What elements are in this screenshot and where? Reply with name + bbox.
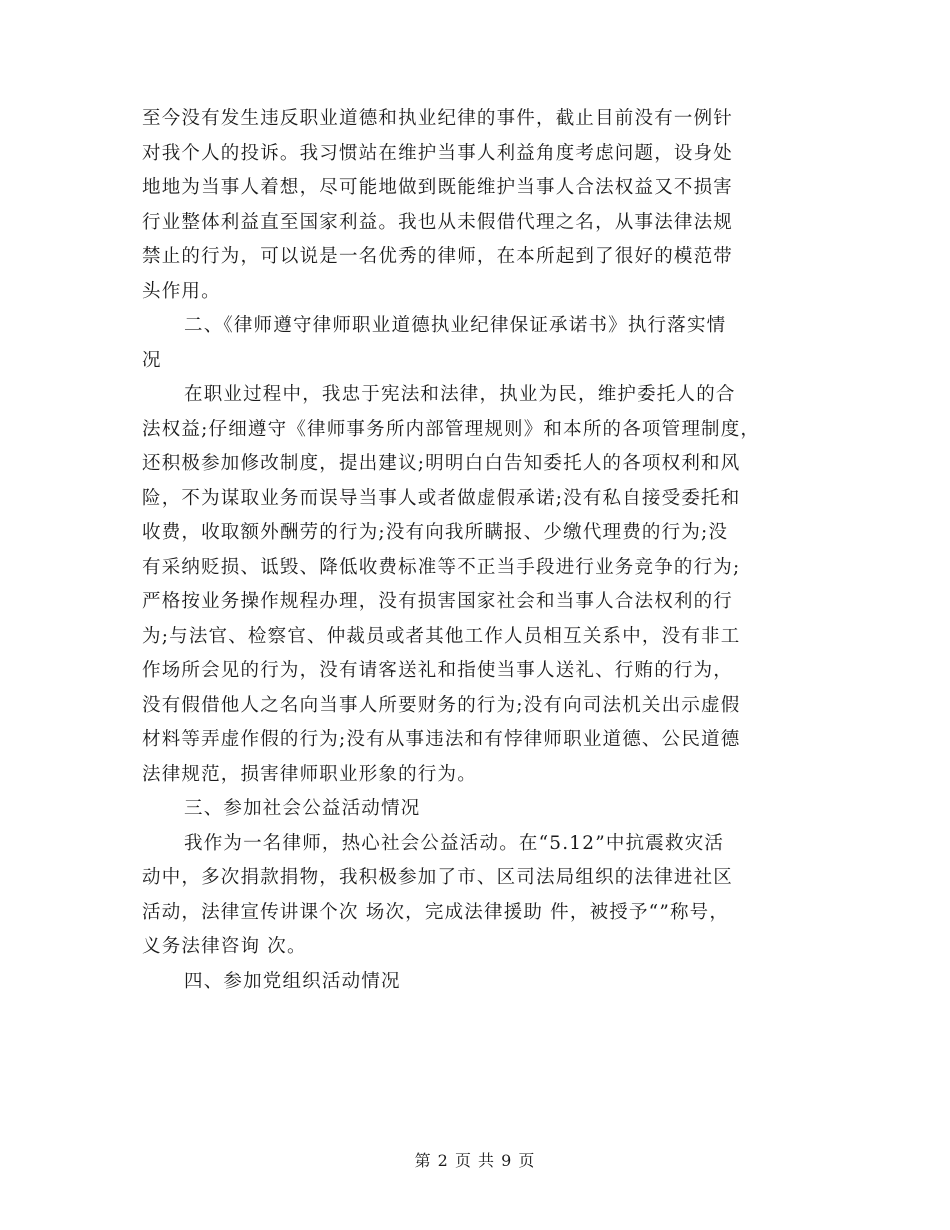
text-line: 行业整体利益直至国家利益。我也从未假借代理之名，从事法律法规 [142,211,734,233]
section-heading: 二、《律师遵守律师职业道德执业纪律保证承诺书》执行落实情 [184,315,727,336]
text-line: 法律规范，损害律师职业形象的行为。 [142,763,477,785]
text-line: 禁止的行为，可以说是一名优秀的律师，在本所起到了很好的模范带 [142,246,734,267]
text-line: 还积极参加修改制度，提出建议;明明白白告知委托人的各项权利和风 [142,453,741,474]
text-line: 地地为当事人着想，尽可能地做到既能维护当事人合法权益又不损害 [142,177,734,198]
text-line: 动中，多次捐款捐物，我积极参加了市、区司法局组织的法律进社区 [142,867,734,888]
text-line: 义务法律咨询 次。 [142,936,307,957]
page-number-footer: 第 2 页 共 9 页 [414,1151,536,1170]
text-line: 作场所会见的行为，没有请客送礼和指使当事人送礼、行贿的行为， [142,660,734,681]
text-line: 有采纳贬损、诋毁、降低收费标准等不正当手段进行业务竞争的行为; [142,556,741,578]
text-line: 为;与法官、检察官、仲裁员或者其他工作人员相互关系中，没有非工 [142,625,741,647]
text-line: 我作为一名律师，热心社会公益活动。在“5.12”中抗震救灾活 [184,832,725,854]
text-line: 没有假借他人之名向当事人所要财务的行为;没有向司法机关出示虚假 [142,694,741,716]
text-line: 材料等弄虚作假的行为;没有从事违法和有悖律师职业道德、公民道德 [142,729,741,750]
document-body [142,102,822,999]
text-line: 法权益;仔细遵守《律师事务所内部管理规则》和本所的各项管理制度， [142,418,761,440]
section-heading-continued: 况 [142,349,162,371]
text-line: 严格按业务操作规程办理，没有损害国家社会和当事人合法权利的行 [142,591,734,612]
text-line: 险，不为谋取业务而误导当事人或者做虚假承诺;没有私自接受委托和 [142,487,741,509]
text-line: 活动，法律宣传讲课个次 场次，完成法律援助 件，被授予“”称号， [142,901,730,923]
text-line: 头作用。 [142,280,221,302]
section-heading: 三、参加社会公益活动情况 [184,798,421,819]
text-line: 对我个人的投诉。我习惯站在维护当事人利益角度考虑问题，设身处 [142,142,734,164]
text-line: 在职业过程中，我忠于宪法和法律，执业为民，维护委托人的合 [184,384,736,405]
section-heading: 四、参加党组织活动情况 [184,970,401,992]
text-line: 收费，收取额外酬劳的行为;没有向我所瞒报、少缴代理费的行为;没 [142,522,729,543]
text-line: 至今没有发生违反职业道德和执业纪律的事件，截止目前没有一例针 [142,108,734,129]
